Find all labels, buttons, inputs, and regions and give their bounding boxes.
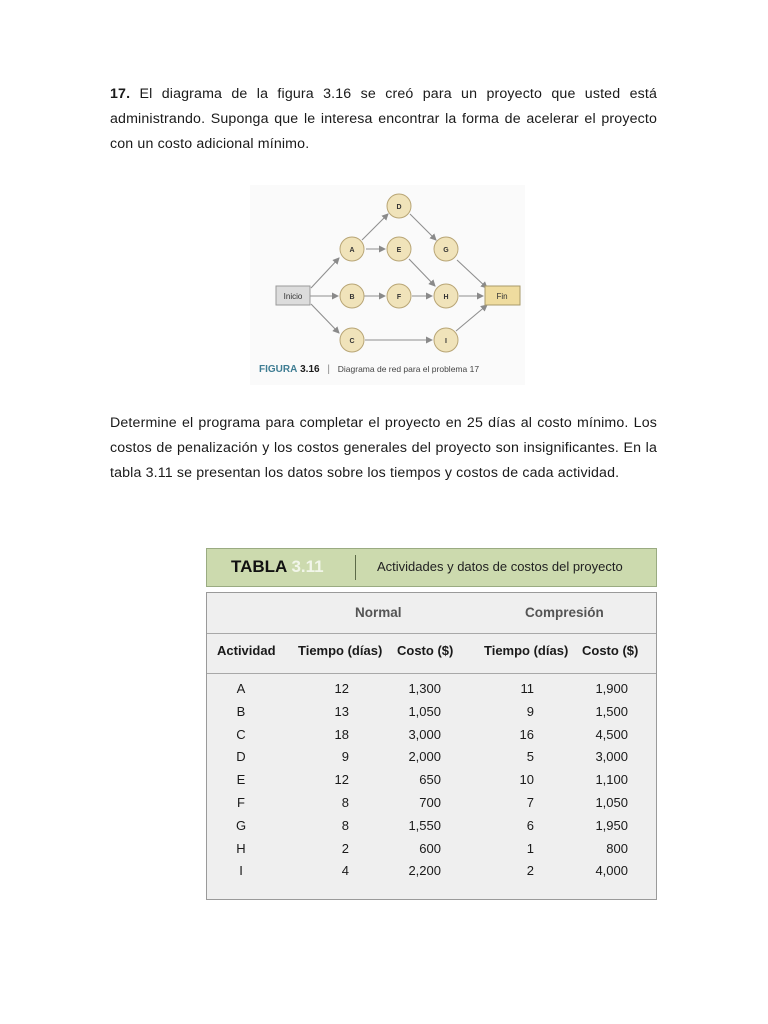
- table-cell: 600: [419, 840, 441, 856]
- arrow-g-fin: [457, 260, 487, 288]
- node-d-label: D: [396, 204, 402, 211]
- table-cell: 4: [341, 863, 349, 879]
- table-cell: 1,300: [408, 681, 441, 696]
- table-number: 3.11: [291, 557, 324, 576]
- arrow-e-h: [409, 259, 435, 286]
- arrow-a-d: [362, 214, 388, 240]
- activity-nodes: [340, 194, 458, 352]
- table-cell: 2: [526, 863, 534, 879]
- table-cell: 1,050: [595, 795, 628, 810]
- table-cell: 1,050: [408, 703, 441, 719]
- node-g-label: G: [443, 247, 449, 254]
- table-cell: 3,000: [408, 726, 441, 742]
- node-h-label: H: [443, 294, 449, 301]
- arrow-start-c: [311, 304, 339, 333]
- table-cell: 7: [526, 795, 534, 810]
- table-cell: 2,200: [408, 863, 441, 879]
- header-divider-line: [207, 673, 656, 674]
- table-cell: 4,500: [595, 726, 628, 742]
- arrow-i-fin: [456, 305, 487, 331]
- table-cell: A: [236, 681, 246, 696]
- table-cell: 700: [419, 795, 441, 810]
- network-diagram-figure: [250, 185, 525, 385]
- table-cell: G: [235, 817, 247, 833]
- table-cell: C: [236, 726, 246, 742]
- table-cell: 9: [341, 749, 349, 765]
- table-cell: 1,950: [595, 817, 628, 833]
- figure-number: 3.16: [300, 364, 320, 375]
- table-cell: 800: [606, 840, 628, 856]
- table-cell: B: [236, 703, 246, 719]
- col-header-actividad: Actividad: [217, 643, 276, 658]
- col-header-tiempo-normal: Tiempo (días): [298, 643, 383, 658]
- table-cell: 8: [341, 817, 349, 833]
- figure-label: FIGURA: [259, 364, 298, 375]
- table-cell: 650: [419, 772, 441, 788]
- table-subtitle: Actividades y datos de costos del proyecto: [377, 559, 623, 574]
- arrow-d-g: [410, 214, 436, 240]
- problem-number: 17.: [110, 86, 131, 102]
- figure-caption-text: Diagrama de red para el problema 17: [337, 364, 480, 374]
- table-cell: 1,900: [595, 681, 628, 696]
- group-divider-line: [207, 633, 656, 634]
- group-header-normal: Normal: [355, 605, 402, 620]
- node-b-label: B: [349, 294, 355, 301]
- table-cell: 12: [334, 681, 349, 696]
- table-cell: 1,100: [595, 772, 628, 788]
- table-cell: I: [239, 863, 243, 879]
- table-cell: 1: [526, 840, 534, 856]
- table-cell: 10: [519, 772, 534, 788]
- figure-separator: |: [327, 364, 330, 375]
- table-cell: 1,500: [595, 703, 628, 719]
- table-cell: 2,000: [408, 749, 441, 765]
- table-cell: 3,000: [595, 749, 628, 765]
- table-cell: 9: [526, 703, 534, 719]
- table-cell: E: [236, 772, 246, 788]
- table-cell: 2: [341, 840, 349, 856]
- node-i-label: I: [445, 338, 447, 345]
- table-cell: 1,550: [408, 817, 441, 833]
- table-cell: 6: [526, 817, 534, 833]
- node-inicio-label: Inicio: [283, 292, 303, 301]
- node-c-label: C: [349, 338, 355, 345]
- col-header-tiempo-compresion: Tiempo (días): [484, 643, 569, 658]
- problem-intro-paragraph: [110, 82, 657, 157]
- figure-caption: [259, 364, 479, 375]
- col-header-costo-compresion: Costo ($): [582, 643, 639, 658]
- table-cell: H: [236, 840, 246, 856]
- table-cell: F: [237, 795, 245, 810]
- table-cell: 5: [526, 749, 534, 765]
- arrow-start-a: [311, 258, 339, 288]
- node-e-label: E: [396, 247, 402, 254]
- title-divider: [355, 555, 356, 580]
- col-header-costo-normal: Costo ($): [397, 643, 454, 658]
- group-header-compresion: Compresión: [525, 605, 604, 620]
- node-f-label: F: [396, 294, 402, 301]
- table-body: [206, 592, 657, 900]
- instructions-paragraph: Determine el programa para completar el proyecto en 25 días al costo mínimo. Los costos de penalización y los costos generales del proyecto son insignificantes. En la tabla 3.11 se presentan los datos sobre los tiempos y costos de cada actividad.: [110, 415, 657, 481]
- table-cell: 4,000: [595, 863, 628, 879]
- node-fin-label: Fin: [496, 292, 508, 301]
- table-title: [231, 557, 324, 577]
- table-cell: 13: [334, 703, 349, 719]
- problem-intro-text: El diagrama de la figura 3.16 se creó para un proyecto que usted está administrando. Suponga que le interesa encontrar la forma de acelerar el proyecto con un costo adicional mínimo.: [110, 86, 657, 152]
- table-cell: 18: [334, 726, 349, 742]
- table-label: TABLA: [231, 557, 287, 576]
- activity-cost-table: [206, 548, 657, 900]
- table-cell: 11: [520, 681, 534, 696]
- table-title-bar: [206, 548, 657, 587]
- table-cell: 12: [334, 772, 349, 788]
- node-a-label: A: [349, 247, 355, 254]
- table-cell: 16: [519, 726, 534, 742]
- table-cell: 8: [341, 795, 349, 810]
- table-cell: D: [236, 749, 246, 765]
- diagram-arrows: [310, 214, 487, 340]
- network-diagram: [250, 185, 525, 363]
